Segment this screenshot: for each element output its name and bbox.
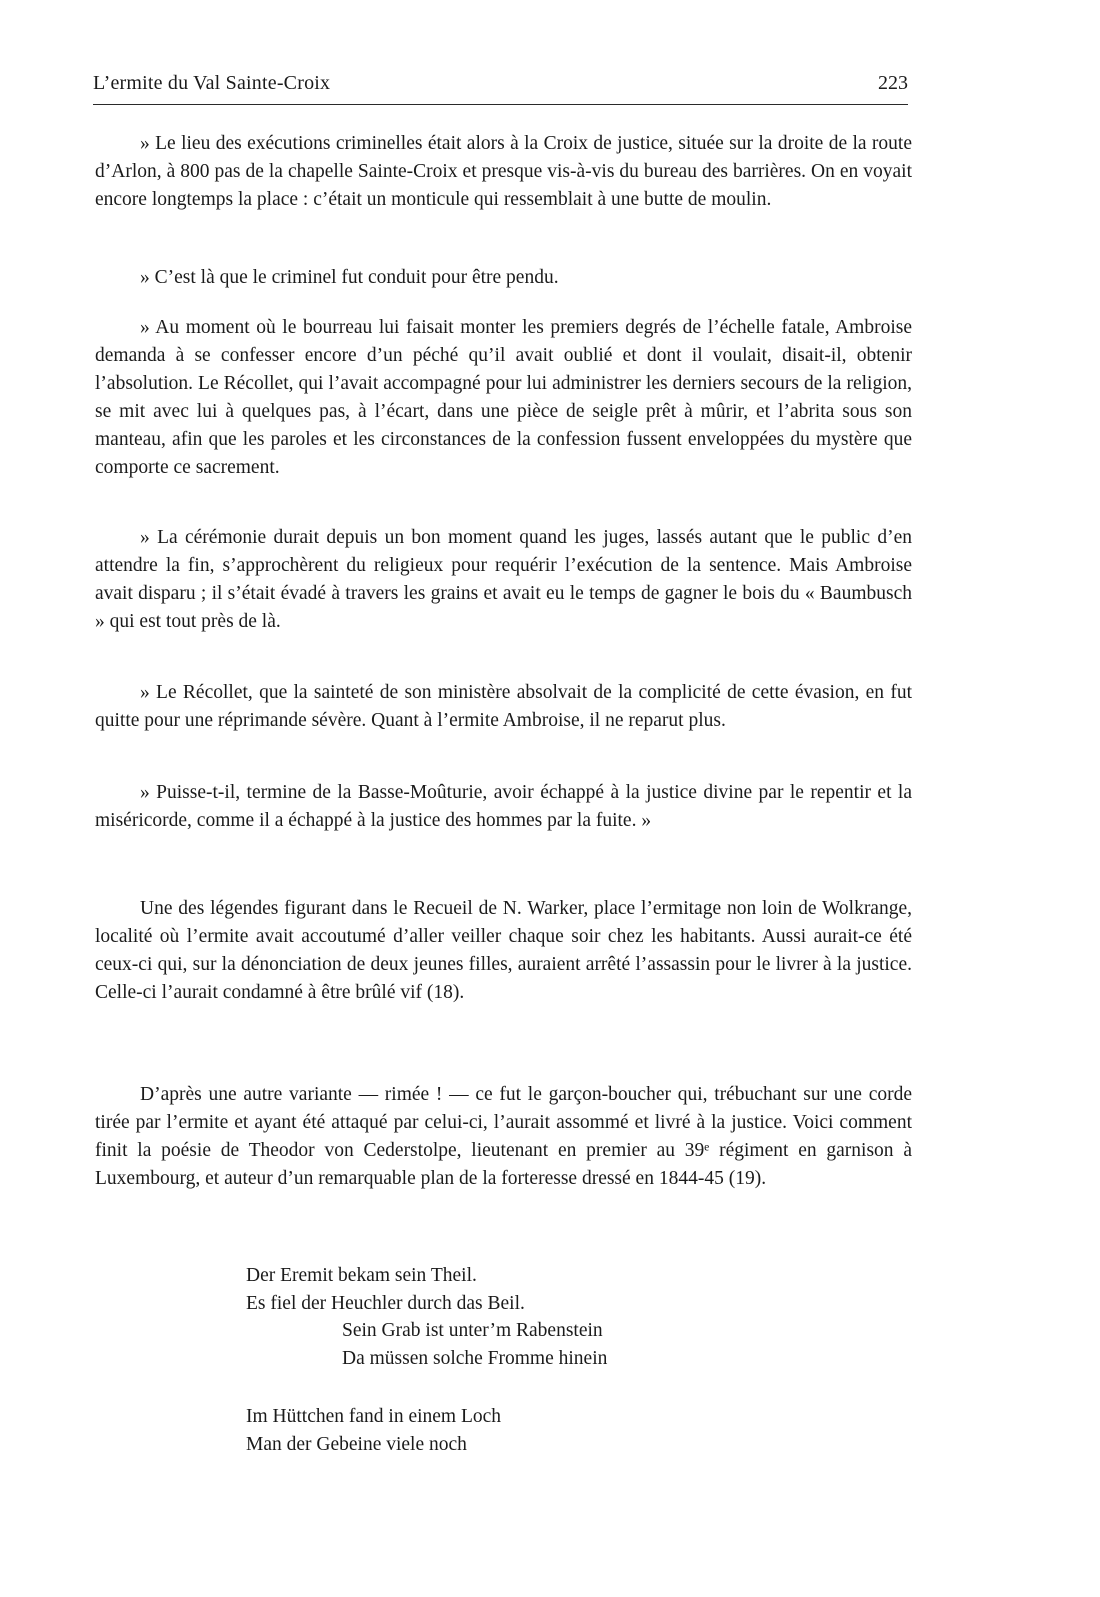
poem-stanza-2 bbox=[246, 1403, 501, 1458]
paragraph-reprimand: » Le Récollet, que la sainteté de son ministère absolvait de la complicité de cette évasion, en fut quitte pour une réprimande sévère. Quant à l’ermite Ambroise, il ne reparut plus. bbox=[95, 682, 912, 731]
poem-line: Da müssen solche Fromme hinein bbox=[342, 1347, 608, 1369]
poem-line: Es fiel der Heuchler durch das Beil. bbox=[246, 1292, 525, 1314]
paragraph-escape: » La cérémonie durait depuis un bon moment quand les juges, lassés autant que le public d’en attendre la fin, s’approchèrent du religieux pour requérir l’exécution de la sentence. Mais Ambroise avait disparu ; il s’était évadé à travers les grains et avait eu le temps de gagner le bois du « Baumbusch » qui est tout près de là. bbox=[95, 527, 912, 632]
paragraph-legend-warker: Une des légendes figurant dans le Recueil de N. Warker, place l’ermitage non loin de Wolkrange, localité où l’ermite avait accoutumé d’aller veiller chaque soir chez les habitants. Aussi aurait-ce été ceux-ci qui, sur la dénonciation de deux jeunes filles, auraient arrêté l’assassin pour le livrer à la justice. Celle-ci l’aurait condamné à être brûlé vif (18). bbox=[95, 898, 912, 1003]
poem-line: Man der Gebeine viele noch bbox=[246, 1433, 467, 1455]
paragraph-criminal-led: » C’est là que le criminel fut conduit pour être pendu. bbox=[140, 267, 559, 288]
paragraph-prayer: » Puisse-t-il, termine de la Basse-Moûturie, avoir échappé à la justice divine par le repentir et la miséricorde, comme il a échappé à la justice des hommes par la fuite. » bbox=[95, 782, 912, 831]
paragraph-execution-place: » Le lieu des exécutions criminelles était alors à la Croix de justice, située sur la droite de la route d’Arlon, à 800 pas de la chapelle Sainte-Croix et presque vis-à-vis du bureau des barrières. On en voyait encore longtemps la place : c’était un monticule qui ressemblait à une butte de moulin. bbox=[95, 133, 912, 210]
paragraph-confession: » Au moment où le bourreau lui faisait monter les premiers degrés de l’échelle fatale, Ambroise demanda à se confesser encore d’un péché qu’il avait oublié et dont il voulait, disait-il, obtenir l’absolution. Le Récollet, qui l’avait accompagné pour lui administrer les derniers secours de la religion, se mit avec lui à quelques pas, à l’écart, dans une pièce de seigle prêt à mûrir, et l’abrita sous son manteau, afin que les paroles et les circonstances de la confession fussent enveloppées du mystère que comporte ce sacrement. bbox=[95, 317, 912, 478]
poem-stanza-1 bbox=[246, 1262, 607, 1372]
paragraph-rhymed-variant: D’après une autre variante — rimée ! — ce fut le garçon-boucher qui, trébuchant sur une corde tirée par l’ermite et ayant été attaqué par celui-ci, l’aurait assommé et livré à la justice. Voici comment finit la poésie de Theodor von Cederstolpe, lieutenant en premier au 39ᵉ régiment en garnison à Luxembourg, et auteur d’un remarquable plan de la forteresse dressé en 1844-45 (19). bbox=[95, 1084, 912, 1189]
running-header bbox=[93, 72, 908, 105]
poem-line: Der Eremit bekam sein Theil. bbox=[246, 1265, 477, 1286]
running-title: L’ermite du Val Sainte-Croix bbox=[93, 72, 331, 94]
page-number: 223 bbox=[878, 72, 908, 94]
poem-line: Im Hüttchen fand in einem Loch bbox=[246, 1406, 502, 1427]
poem-line: Sein Grab ist unter’m Rabenstein bbox=[342, 1320, 603, 1341]
